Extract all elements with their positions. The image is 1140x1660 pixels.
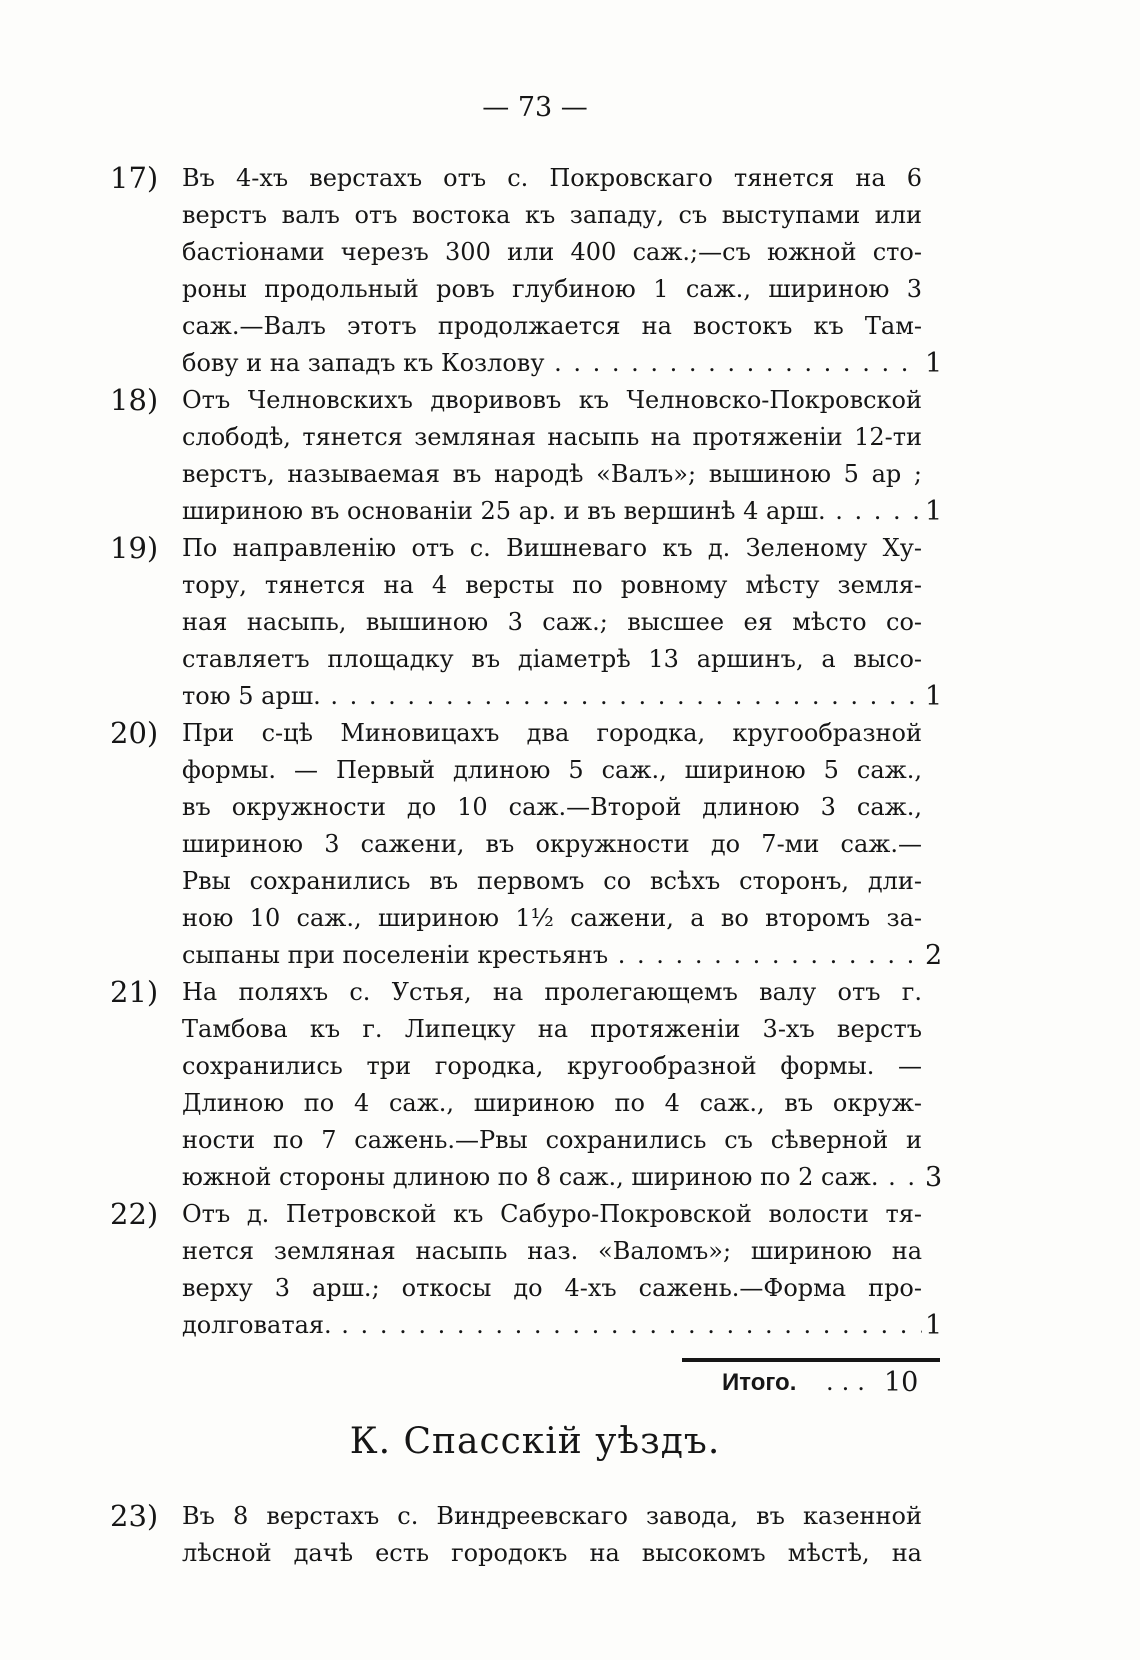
entry-list <box>110 160 943 1344</box>
entry-line: слободѣ, тянется земляная насыпь на протяженіи 12-ти <box>182 423 922 451</box>
entry-text <box>182 1498 922 1572</box>
entry-line: При с-цѣ Миновицахъ два городка, кругообразной <box>182 719 922 747</box>
total-rule <box>682 1358 940 1362</box>
list-item <box>110 530 943 715</box>
entry-text <box>182 382 922 530</box>
entry-line-last <box>182 678 922 715</box>
entry-text <box>182 530 922 715</box>
entry-line: Отъ д. Петровской къ Сабуро-Покровской волости тя- <box>182 1200 922 1228</box>
entry-line: верстъ валъ отъ востока къ западу, съ выступами или <box>182 201 922 229</box>
entry-text <box>182 160 922 382</box>
entry-line: ная насыпь, вышиною 3 саж.; высшее ея мѣсто со- <box>182 608 922 636</box>
entry-line: шириною 3 сажени, въ окружности до 7-ми саж.— <box>182 830 922 858</box>
section-heading: К. Спасскій уѣздъ. <box>349 1421 721 1462</box>
list-item <box>110 1498 940 1572</box>
entry-line: сохранились три городка, кругообразной формы. — <box>182 1052 922 1080</box>
entry-line: ставляетъ площадку въ діаметрѣ 13 аршинъ, а высо- <box>182 645 922 673</box>
list-item <box>110 382 943 530</box>
entry-number: 20) <box>110 716 159 750</box>
entry-line: саж.—Валъ этотъ продолжается на востокъ къ Там- <box>182 312 922 340</box>
entry-line-text: сыпаны при поселеніи крестьянъ . . . <box>182 937 922 974</box>
total-dots: ... <box>826 1368 873 1396</box>
entry-line-last <box>182 1307 922 1344</box>
entry-line: Въ 8 верстахъ с. Виндреевскаго завода, въ казенной <box>182 1502 922 1530</box>
entry-line: тору, тянется на 4 версты по ровному мѣсту земля- <box>182 571 922 599</box>
total-value: 10 <box>884 1367 919 1398</box>
entry-line: Рвы сохранились въ первомъ со всѣхъ сторонъ, дли- <box>182 867 922 895</box>
entry-line-last <box>182 345 922 382</box>
entry-number: 17) <box>110 161 159 195</box>
entry-line: нется земляная насыпь наз. «Валомъ»; шириною на <box>182 1237 922 1265</box>
list-item <box>110 715 943 974</box>
entry-line-text: бову и на западъ къ Козлову . . . <box>182 345 922 382</box>
entry-count: 1 <box>925 348 943 379</box>
entry-line-last <box>182 493 922 530</box>
entry-number: 23) <box>110 1499 159 1533</box>
entry-count: 2 <box>925 940 943 971</box>
entry-count: 1 <box>925 496 943 527</box>
entry-line-last <box>182 937 922 974</box>
entry-count: 1 <box>925 1310 943 1341</box>
entry-line: Длиною по 4 саж., шириною по 4 саж., въ окруж- <box>182 1089 922 1117</box>
entry-number: 22) <box>110 1197 159 1231</box>
list-item <box>110 160 943 382</box>
list-item <box>110 1196 943 1344</box>
entry-line-text: тою 5 арш. . . . <box>182 678 922 715</box>
list-item <box>110 974 943 1196</box>
entry-line: верстъ, называемая въ народѣ «Валъ»; вышиною 5 ар ; <box>182 460 922 488</box>
entry-line: лѣсной дачѣ есть городокъ на высокомъ мѣстѣ, на <box>182 1539 922 1567</box>
entry-text <box>182 1196 922 1344</box>
entry-number: 19) <box>110 531 159 565</box>
entry-text <box>182 715 922 974</box>
entry-line-text: шириною въ основаніи 25 ар. и въ вершинѣ 4 арш. . . . <box>182 493 922 530</box>
entry-line-text: долговатая. . . . <box>182 1307 922 1344</box>
entry-text <box>182 974 922 1196</box>
entry-line: На поляхъ с. Устья, на пролегающемъ валу отъ г. <box>182 978 922 1006</box>
entry-number: 18) <box>110 383 159 417</box>
entry-line: Въ 4-хъ верстахъ отъ с. Покровскаго тянется на 6 <box>182 164 922 192</box>
entry-line: бастіонами черезъ 300 или 400 саж.;—съ южной сто- <box>182 238 922 266</box>
total-label: Итого. <box>722 1369 797 1396</box>
entry-number: 21) <box>110 975 159 1009</box>
entry-line: ности по 7 сажень.—Рвы сохранились съ сѣверной и <box>182 1126 922 1154</box>
entry-line: верху 3 арш.; откосы до 4-хъ сажень.—Форма про- <box>182 1274 922 1302</box>
section-entry-list <box>110 1498 940 1572</box>
entry-line: ною 10 саж., шириною 1½ сажени, а во второмъ за- <box>182 904 922 932</box>
entry-line-last <box>182 1159 922 1196</box>
entry-line: формы. — Первый длиною 5 саж., шириною 5 саж., <box>182 756 922 784</box>
entry-line: въ окружности до 10 саж.—Второй длиною 3 саж., <box>182 793 922 821</box>
entry-line: Тамбова къ г. Липецку на протяженіи 3-хъ верстъ <box>182 1015 922 1043</box>
entry-count: 3 <box>925 1162 943 1193</box>
entry-count: 1 <box>925 681 943 712</box>
entry-line: Отъ Челновскихъ дворивовъ къ Челновско-Покровской <box>182 386 922 414</box>
entry-line-text: южной стороны длиною по 8 саж., шириною по 2 саж. . . . <box>182 1159 922 1196</box>
entry-line: роны продольный ровъ глубиною 1 саж., шириною 3 <box>182 275 922 303</box>
page-number: — 73 — <box>482 92 588 123</box>
entry-line: По направленію отъ с. Вишневаго къ д. Зеленому Ху- <box>182 534 922 562</box>
